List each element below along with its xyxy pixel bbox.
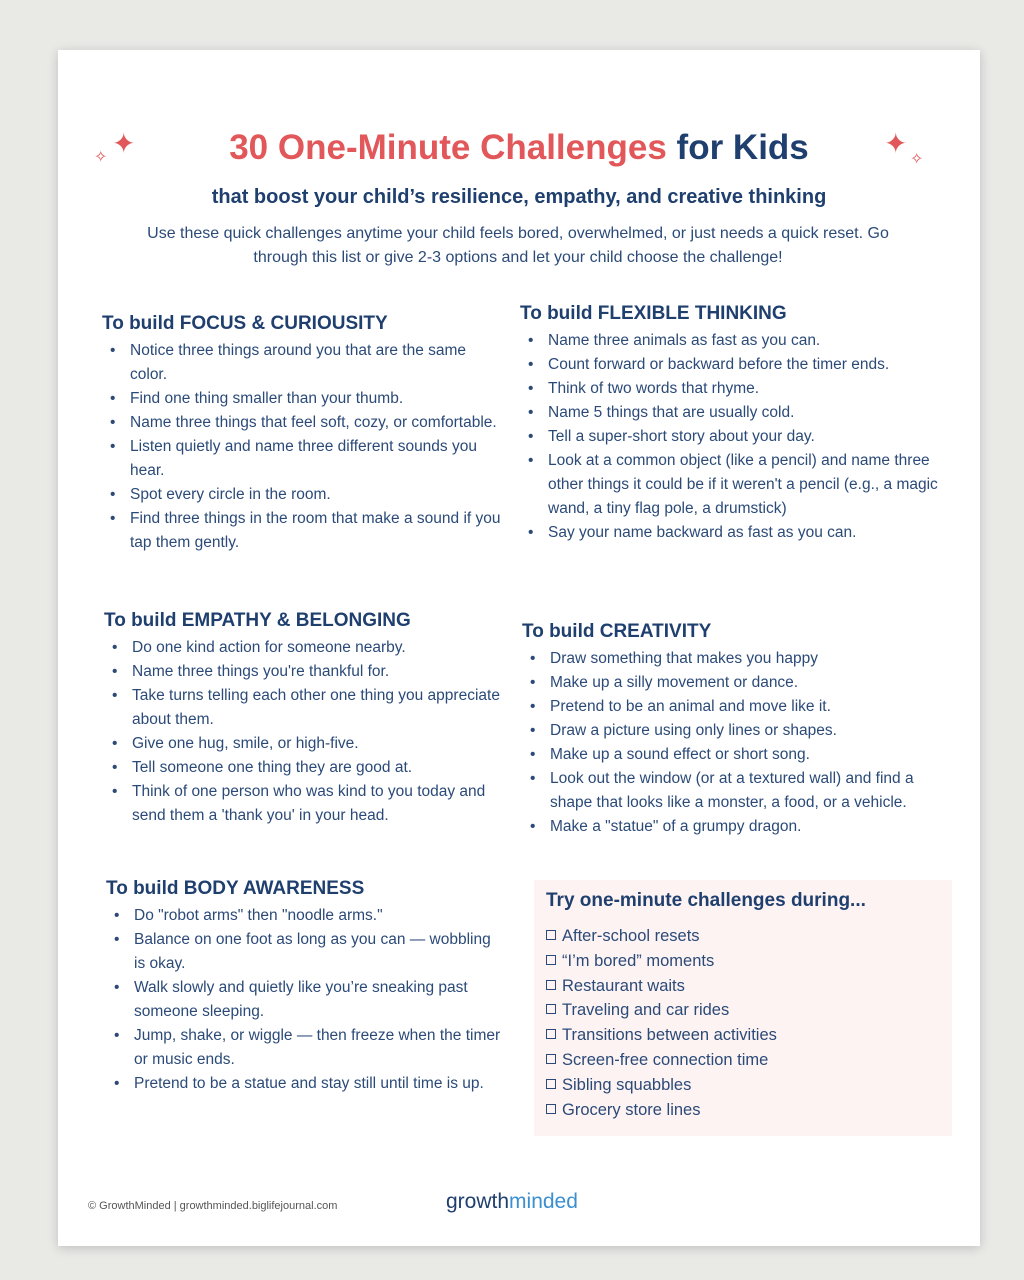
list-item: • Notice three things around you that are the same color.: [102, 339, 502, 387]
checkbox-icon[interactable]: [546, 930, 556, 940]
title-rest: for Kids: [676, 128, 809, 167]
list-item: • Think of two words that rhyme.: [520, 377, 950, 401]
checklist-item: [546, 1073, 777, 1098]
list-item: • Look at a common object (like a pencil) and name three other things it could be if it weren't a pencil (e.g., a magic wand, a tiny flag pole, a drumstick): [520, 449, 950, 521]
list-item: • Name 5 things that are usually cold.: [520, 401, 950, 425]
section-list: [522, 647, 952, 839]
list-item: • Listen quietly and name three different sounds you hear.: [102, 435, 502, 483]
list-item: • Find one thing smaller than your thumb.: [102, 387, 502, 411]
section-list: [520, 329, 950, 545]
sparkle-icon: ✦: [884, 128, 908, 159]
checklist-item: [546, 924, 777, 949]
list-item: • Spot every circle in the room.: [102, 483, 502, 507]
list-item: • Give one hug, smile, or high-five.: [104, 732, 504, 756]
title-highlight: 30 One-Minute Challenges: [229, 128, 667, 167]
list-item: • Take turns telling each other one thing you appreciate about them.: [104, 684, 504, 732]
logo-part: growth: [446, 1190, 510, 1213]
checkbox-icon[interactable]: [546, 1054, 556, 1064]
section-empathy: [104, 610, 504, 828]
section-creativity: [522, 621, 952, 839]
list-item: • Balance on one foot as long as you can — wobbling is okay.: [106, 928, 506, 976]
section-body: [106, 878, 506, 1096]
section-heading: To build CREATIVITY: [522, 621, 712, 642]
list-item: • Say your name backward as fast as you can.: [520, 521, 950, 545]
checkbox-icon[interactable]: [546, 1079, 556, 1089]
intro-text: Use these quick challenges anytime your child feels bored, overwhelmed, or just needs a quick reset. Go through this list or give 2-3 options and let your child choose the challenge!: [147, 225, 889, 266]
list-item: • Pretend to be a statue and stay still until time is up.: [106, 1072, 506, 1096]
list-item: • Tell a super-short story about your day.: [520, 425, 950, 449]
list-item: • Make up a sound effect or short song.: [522, 743, 952, 767]
checklist-label: Sibling squabbles: [562, 1075, 692, 1094]
list-item: • Name three animals as fast as you can.: [520, 329, 950, 353]
sparkle-icon: ✧: [910, 151, 924, 168]
section-focus: [102, 313, 502, 555]
footer-copyright: © GrowthMinded | growthminded.biglifejournal.com: [88, 1200, 338, 1212]
checklist-item: [546, 998, 777, 1023]
logo-part: minded: [509, 1190, 578, 1213]
section-heading: To build BODY AWARENESS: [106, 878, 365, 899]
try-list: [546, 924, 777, 1122]
checklist-label: “I’m bored” moments: [562, 951, 715, 970]
try-heading: Try one-minute challenges during...: [546, 890, 866, 911]
section-list: [106, 904, 506, 1096]
checklist-item: [546, 1048, 777, 1073]
checklist-item: [546, 974, 777, 999]
section-heading: To build FOCUS & CURIOUSITY: [102, 313, 388, 334]
section-list: [104, 636, 504, 828]
list-item: • Name three things you're thankful for.: [104, 660, 504, 684]
checklist-label: Grocery store lines: [562, 1100, 701, 1119]
list-item: • Draw a picture using only lines or shapes.: [522, 719, 952, 743]
checklist-label: Screen-free connection time: [562, 1050, 769, 1069]
list-item: • Count forward or backward before the timer ends.: [520, 353, 950, 377]
list-item: • Draw something that makes you happy: [522, 647, 952, 671]
list-item: • Tell someone one thing they are good at.: [104, 756, 504, 780]
checklist-item: [546, 949, 777, 974]
checklist-label: After-school resets: [562, 927, 700, 945]
page-title: [58, 128, 980, 168]
checklist-label: Transitions between activities: [562, 1026, 777, 1045]
list-item: • Walk slowly and quietly like you’re sneaking past someone sleeping.: [106, 976, 506, 1024]
list-item: • Do one kind action for someone nearby.: [104, 636, 504, 660]
checkbox-icon[interactable]: [546, 1104, 556, 1114]
list-item: • Look out the window (or at a textured wall) and find a shape that looks like a monster, a food, or a vehicle.: [522, 767, 952, 815]
list-item: • Make a "statue" of a grumpy dragon.: [522, 815, 952, 839]
checkbox-icon[interactable]: [546, 1004, 556, 1014]
try-box: [534, 880, 952, 1136]
list-item: • Pretend to be an animal and move like it.: [522, 695, 952, 719]
checkbox-icon[interactable]: [546, 955, 556, 965]
checklist-item: [546, 1023, 777, 1048]
section-flexible: [520, 303, 950, 545]
worksheet-page: [58, 50, 980, 1246]
sparkle-icon: ✦: [112, 128, 136, 159]
checklist-item: [546, 1098, 777, 1123]
list-item: • Think of one person who was kind to you today and send them a 'thank you' in your head.: [104, 780, 504, 828]
page-subtitle: that boost your child’s resilience, empathy, and creative thinking: [211, 186, 827, 208]
section-heading: To build FLEXIBLE THINKING: [520, 303, 787, 324]
list-item: • Make up a silly movement or dance.: [522, 671, 952, 695]
section-heading: To build EMPATHY & BELONGING: [104, 610, 411, 631]
list-item: • Name three things that feel soft, cozy, or comfortable.: [102, 411, 502, 435]
sparkle-icon: ✧: [94, 149, 108, 166]
section-list: [102, 339, 502, 555]
list-item: • Jump, shake, or wiggle — then freeze when the timer or music ends.: [106, 1024, 506, 1072]
checklist-label: Traveling and car rides: [562, 1001, 730, 1020]
checklist-label: Restaurant waits: [562, 976, 685, 995]
checkbox-icon[interactable]: [546, 980, 556, 990]
list-item: • Find three things in the room that make a sound if you tap them gently.: [102, 507, 502, 555]
list-item: • Do "robot arms" then "noodle arms.": [106, 904, 506, 928]
checkbox-icon[interactable]: [546, 1029, 556, 1039]
brand-logo: [446, 1190, 578, 1214]
